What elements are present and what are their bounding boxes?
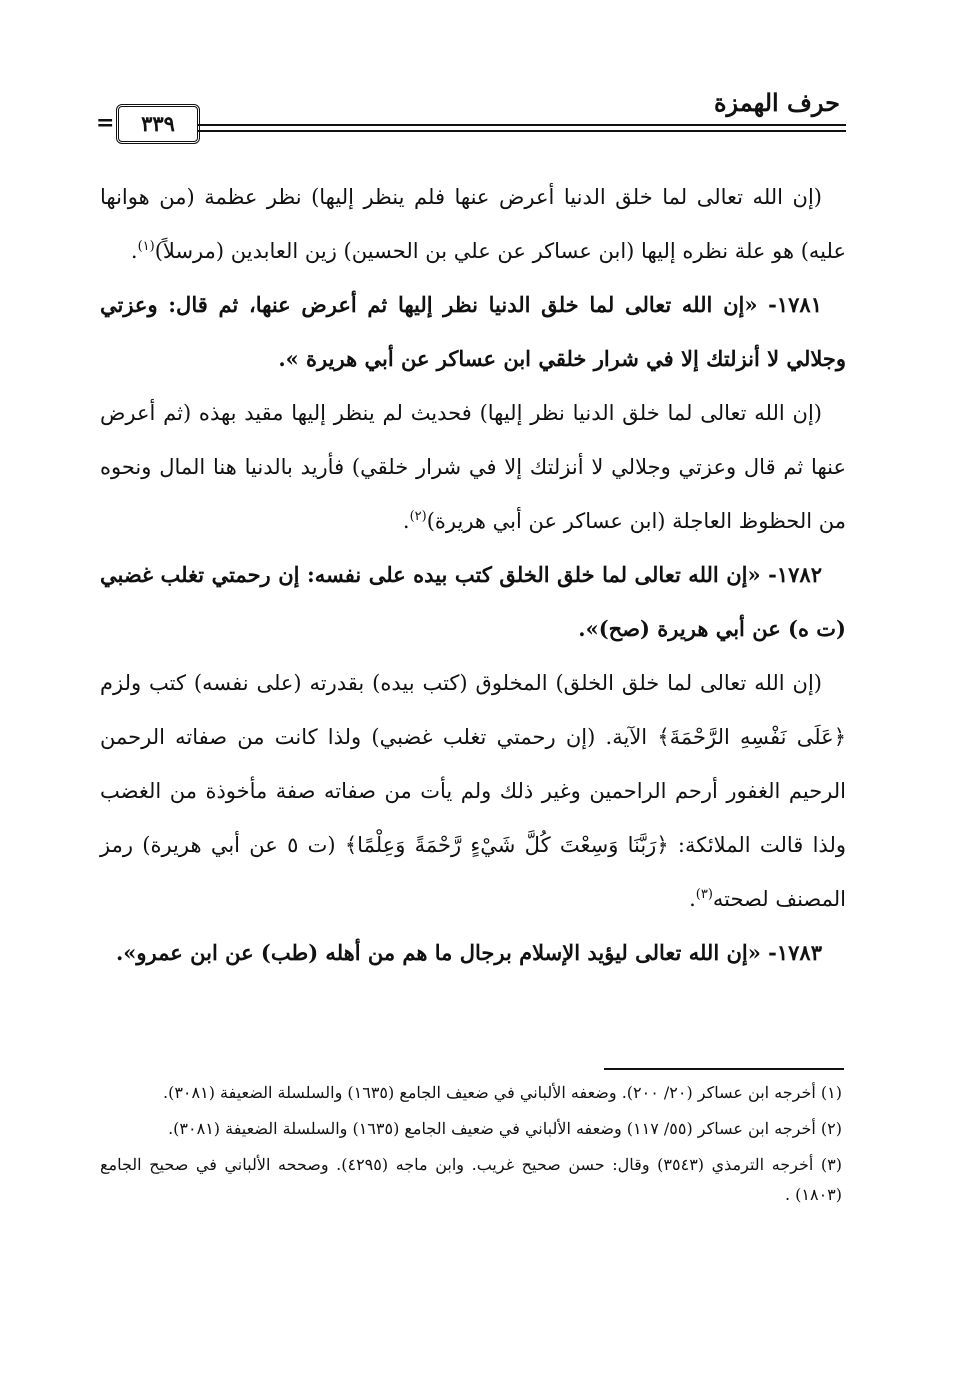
- main-text: [100, 170, 846, 980]
- header-rule-top: [198, 124, 846, 126]
- commentary-paragraph: (إن الله تعالى لما خلق الدنيا أعرض عنها فلم ينظر إليها) نظر عظمة (من هوانها عليه) هو علة نظره إليها (ابن عساكر عن علي بن الحسين) زين العابدين (مرسلاً)$^{(١)}$.: [100, 185, 846, 263]
- header-marker: =: [96, 110, 115, 136]
- page-header: [96, 82, 846, 142]
- commentary-paragraph: (إن الله تعالى لما خلق الخلق) المخلوق (كتب بيده) بقدرته (على نفسه) كتب ولزم ﴿عَلَى نَفْسِهِ الرَّحْمَةَ﴾ الآية. (إن رحمتي تغلب غضبي) ولذا كانت من صفاته الرحمن الرحيم الغفور أرحم الراحمين وغير ذلك ولم يأت من صفاته صفة مأخوذة من الغضب ولذا قالت الملائكة: ﴿رَبَّنَا وَسِعْتَ كُلَّ شَيْءٍ رَّحْمَةً وَعِلْمًا﴾ (ت ٥ عن أبي هريرة) رمز المصنف لصحته$^{(٣)}$.: [100, 671, 846, 911]
- footnote-ref: (٢): [409, 509, 427, 524]
- page-number: ٣٣٩: [116, 104, 200, 144]
- footnote-ref: (٣): [695, 887, 713, 902]
- hadith-entry: ١٧٨٢- «إن الله تعالى لما خلق الخلق كتب بيده على نفسه: إن رحمتي تغلب غضبي (ت ه) عن أبي هريرة (صح)».: [100, 562, 846, 641]
- commentary-paragraph: (إن الله تعالى لما خلق الدنيا نظر إليها) فحديث لم ينظر إليها مقيد بهذه (ثم أعرض عنها ثم قال وعزتي وجلالي لا أنزلتك إلا في شرار خلقي) فأريد بالدنيا هنا المال ونحوه من الحظوظ العاجلة (ابن عساكر عن أبي هريرة)$^{(٢)}$.: [100, 401, 846, 533]
- footnote-ref: (١): [137, 239, 155, 254]
- footnote: (١) أخرجه ابن عساكر (٢٠/ ٢٠٠). وضعفه الألباني في ضعيف الجامع (١٦٣٥) والسلسلة الضعيفة (٣٠٨١).: [163, 1083, 842, 1102]
- footnote-divider: [604, 1068, 844, 1070]
- commentary-text: (إن الله تعالى لما خلق الخلق) المخلوق (كتب بيده) بقدرته (على نفسه) كتب ولزم ﴿عَلَى نَفْسِهِ الرَّحْمَةَ﴾ الآية. (إن رحمتي تغلب غضبي) ولذا كانت من صفاته الرحمن الرحيم الغفور أرحم الراحمين وغير ذلك ولم يأت من صفاته صفة مأخوذة من الغضب ولذا قالت الملائكة: ﴿رَبَّنَا وَسِعْتَ كُلَّ شَيْءٍ رَّحْمَةً وَعِلْمًا﴾ (ت ٥ عن أبي هريرة) رمز المصنف لصحته: [100, 671, 846, 911]
- footnote: (٣) أخرجه الترمذي (٣٥٤٣) وقال: حسن صحيح غريب. وابن ماجه (٤٢٩٥). وصححه الألباني في صحيح الجامع (١٨٠٣) .: [100, 1155, 843, 1204]
- chapter-title: حرف الهمزة: [713, 88, 840, 117]
- footnote: (٢) أخرجه ابن عساكر (٥٥/ ١١٧) وضعفه الألباني في ضعيف الجامع (١٦٣٥) والسلسلة الضعيفة (٣٠٨١).: [168, 1119, 842, 1138]
- commentary-text: (إن الله تعالى لما خلق الدنيا أعرض عنها فلم ينظر إليها) نظر عظمة (من هوانها عليه) هو علة نظره إليها (ابن عساكر عن علي بن الحسين) زين العابدين (مرسلاً): [100, 185, 846, 263]
- header-rule-bottom: [198, 130, 846, 132]
- hadith-entry: ١٧٨١- «إن الله تعالى لما خلق الدنيا نظر إليها ثم أعرض عنها، ثم قال: وعزتي وجلالي لا أنزلتك إلا في شرار خلقي ابن عساكر عن أبي هريرة ».: [100, 292, 846, 371]
- commentary-text: (إن الله تعالى لما خلق الدنيا نظر إليها) فحديث لم ينظر إليها مقيد بهذه (ثم أعرض عنها ثم قال وعزتي وجلالي لا أنزلتك إلا في شرار خلقي) فأريد بالدنيا هنا المال ونحوه من الحظوظ العاجلة (ابن عساكر عن أبي هريرة): [100, 401, 846, 533]
- hadith-entry: ١٧٨٣- «إن الله تعالى ليؤيد الإسلام برجال ما هم من أهله (طب) عن ابن عمرو».: [115, 940, 822, 965]
- footnotes: [100, 1078, 842, 1216]
